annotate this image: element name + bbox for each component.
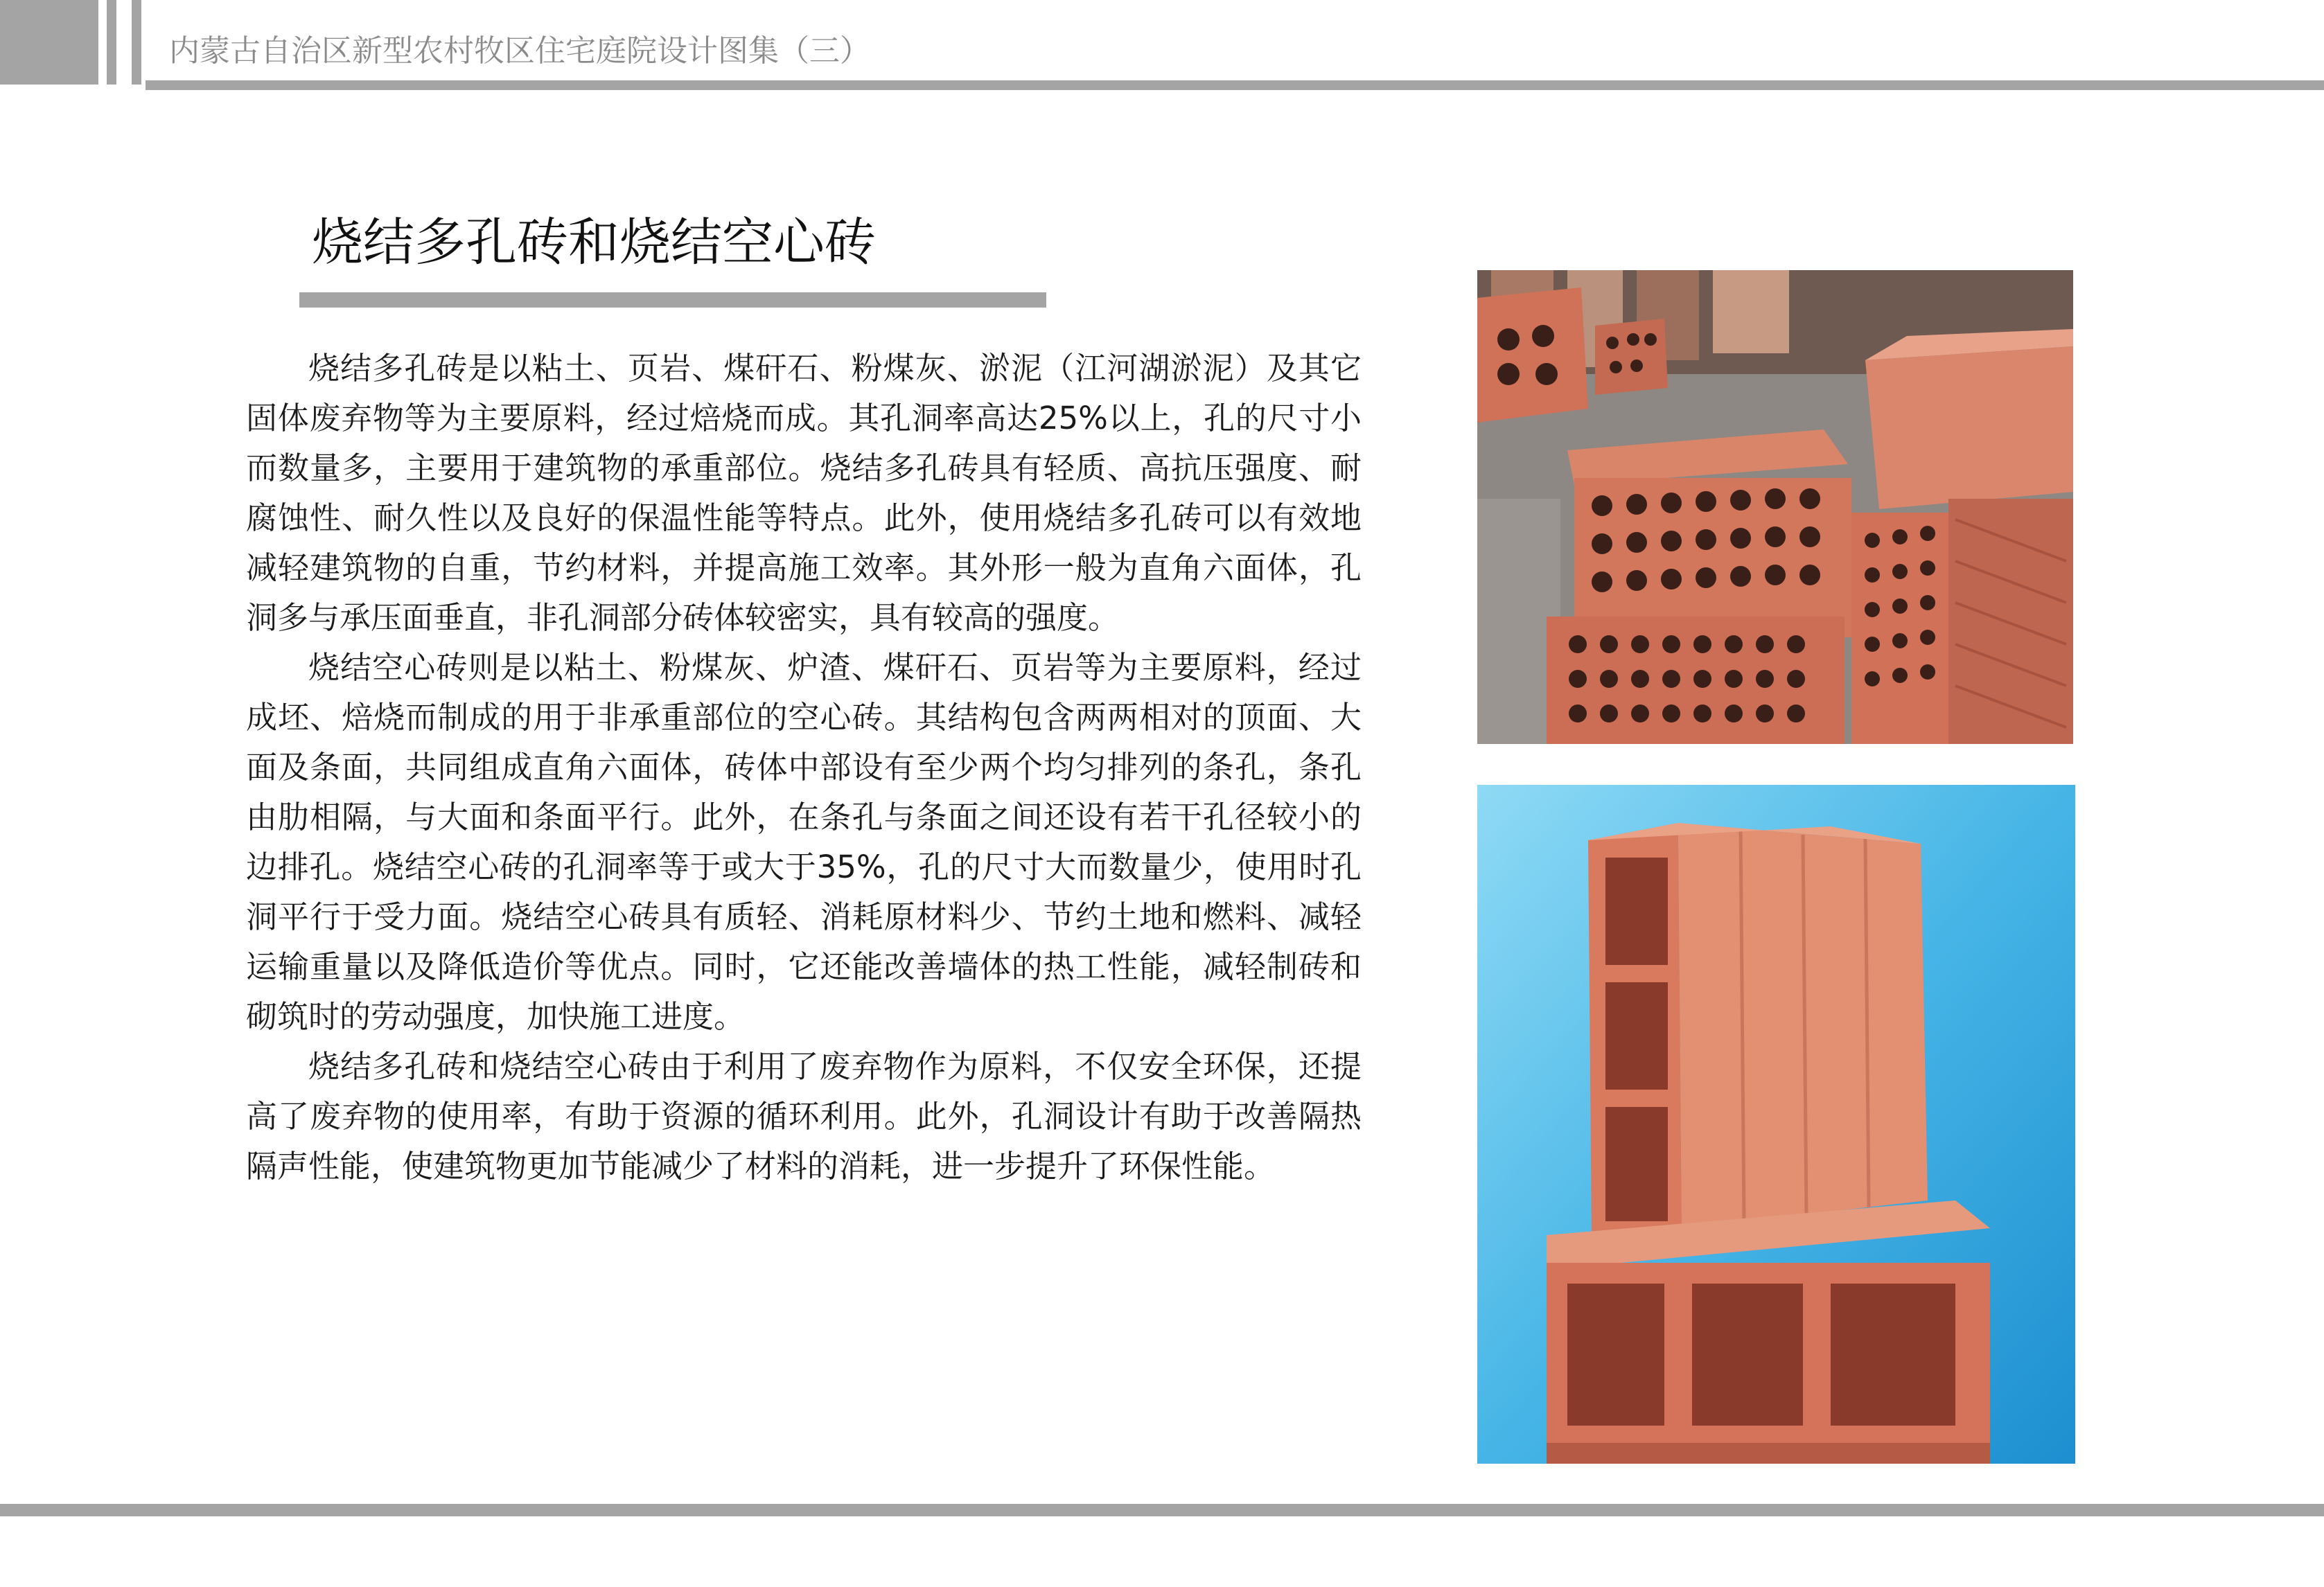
title-underline — [299, 292, 1046, 308]
paragraph: 烧结多孔砖是以粘土、页岩、煤矸石、粉煤灰、淤泥（江河湖淤泥）及其它固体废弃物等为主要原料，经过焙烧而成。其孔洞率高达25%以上，孔的尺寸小而数量多，主要用于建筑物的承重部位。烧结多孔砖具有轻质、高抗压强度、耐腐蚀性、耐久性以及良好的保温性能等特点。此外，使用烧结多孔砖可以有效地减轻建筑物的自重，节约材料，并提高施工效率。其外形一般为直角六面体，孔洞多与承压面垂直，非孔洞部分砖体较密实，具有较高的强度。 — [246, 350, 1362, 636]
body-text — [246, 344, 1362, 1191]
header-stripe — [107, 0, 116, 85]
header-stripe — [132, 0, 141, 85]
document-title: 内蒙古自治区新型农村牧区住宅庭院设计图集（三） — [169, 33, 870, 69]
hollow-brick-photo — [1477, 785, 2075, 1464]
paragraph: 烧结多孔砖和烧结空心砖由于利用了废弃物作为原料，不仅安全环保，还提高了废弃物的使用率，有助于资源的循环利用。此外，孔洞设计有助于改善隔热隔声性能，使建筑物更加节能减少了材料的消耗，进一步提升了环保性能。 — [246, 1048, 1362, 1185]
perforated-brick-illustration — [1477, 270, 2073, 744]
perforated-brick-photo — [1477, 270, 2073, 744]
footer-rule — [0, 1504, 2324, 1516]
page-title: 烧结多孔砖和烧结空心砖 — [312, 213, 876, 272]
paragraph: 烧结空心砖则是以粘土、粉煤灰、炉渣、煤矸石、页岩等为主要原料，经过成坯、焙烧而制成的用于非承重部位的空心砖。其结构包含两两相对的顶面、大面及条面，共同组成直角六面体，砖体中部设有至少两个均匀排列的条孔，条孔由肋相隔，与大面和条面平行。此外，在条孔与条面之间还设有若干孔径较小的边排孔。烧结空心砖的孔洞率等于或大于35%，孔的尺寸大而数量少，使用时孔洞平行于受力面。烧结空心砖具有质轻、消耗原材料少、节约土地和燃料、减轻运输重量以及降低造价等优点。同时，它还能改善墙体的热工性能，减轻制砖和砌筑时的劳动强度，加快施工进度。 — [246, 649, 1362, 1035]
hollow-brick-illustration — [1477, 785, 2075, 1464]
header-block — [0, 0, 98, 85]
header-rule — [146, 80, 2324, 90]
